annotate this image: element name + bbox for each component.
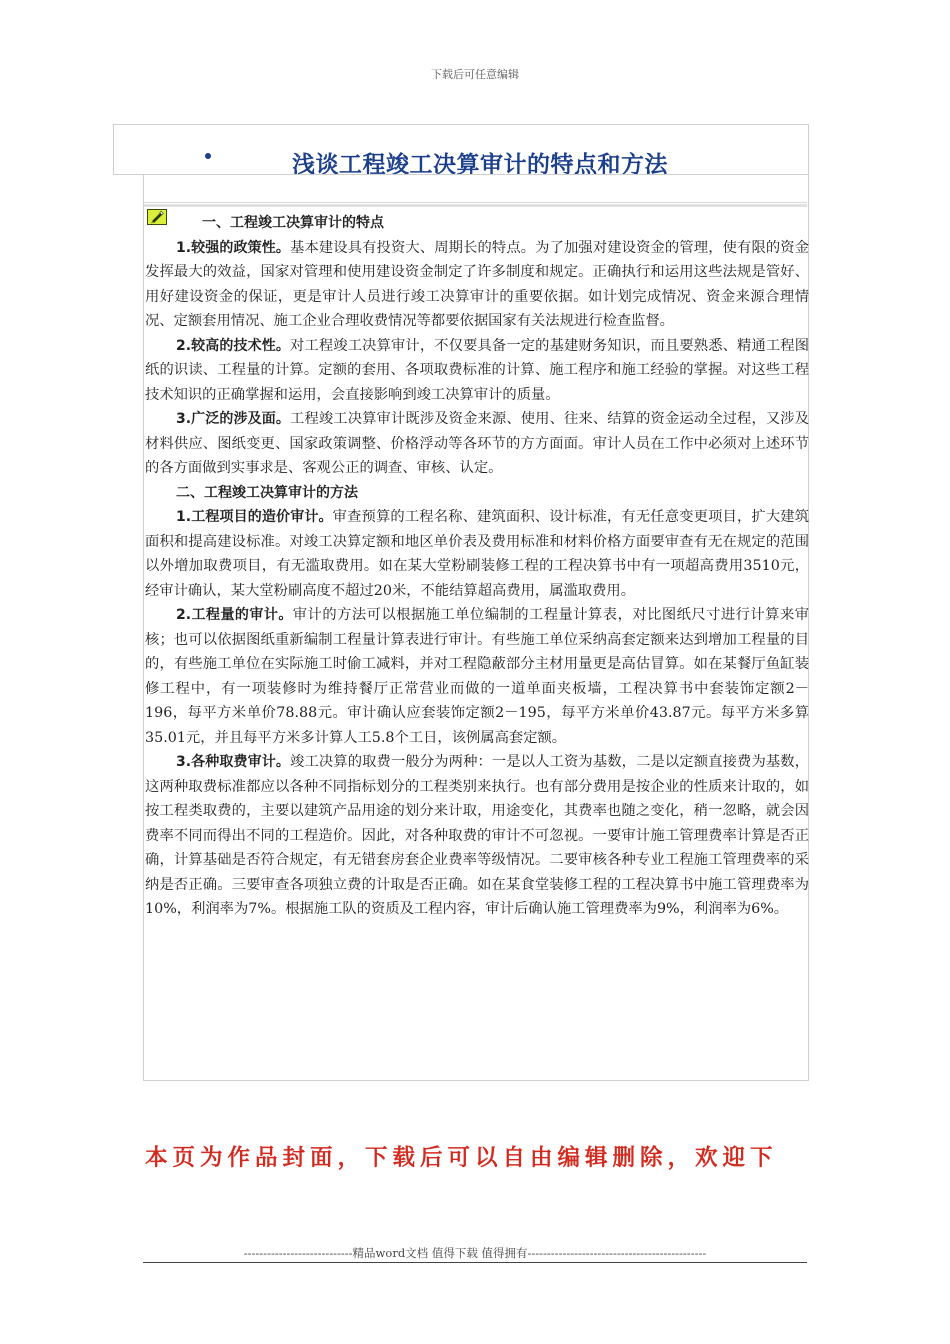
frame-rule <box>144 202 807 203</box>
footer-text: ----------------------------精品word文档 值得下载 值得拥有---------------------------------------------- <box>243 1246 707 1260</box>
paragraph <box>145 505 809 603</box>
paragraph-text: 竣工决算的取费一般分为两种：一是以人工资为基数，二是以定额直接费为基数，这两种取费标准都应以各种不同指标划分的工程类别来执行。也有部分费用是按企业的性质来计取的，如按工程类取费的，主要以建筑产品用途的划分来计取，用途变化，其费率也随之变化，稍一忽略，就会因费率不同而得出不同的工程造价。因此，对各种取费的审计不可忽视。一要审计施工管理费率计算是否正确，计算基础是否符合规定，有无错套房套企业费率等级情况。二要审核各种专业工程施工管理费率的采纳是否正确。三要审查各项独立费的计取是否正确。如在某食堂装修工程的工程决算书中施工管理费率为10%，利润率为7%。根据施工队的资质及工程内容，审计后确认施工管理费率为9%，利润率为6%。 <box>145 754 810 917</box>
paragraph-text: 对工程竣工决算审计，不仅要具备一定的基建财务知识，而且要熟悉、精通工程图纸的识读、工程量的计算。定额的套用、各项取费标准的计算、施工程序和施工经验的掌握。对这些工程技术知识的正确掌握和运用，会直接影响到竣工决算审计的质量。 <box>145 337 810 403</box>
article-title: 浅谈工程竣工决算审计的特点和方法 <box>292 152 668 178</box>
footer-rule <box>143 1262 807 1263</box>
paragraph <box>145 236 809 334</box>
paragraph-text: 工程竣工决算审计既涉及资金来源、使用、往来、结算的资金运动全过程，又涉及材料供应、图纸变更、国家政策调整、价格浮动等各环节的方方面面。审计人员在工作中必须对上述环节的各方面做到实事求是、客观公正的调查、审核、认定。 <box>145 411 810 476</box>
paragraph-text: 审计的方法可以根据施工单位编制的工程量计算表，对比图纸尺寸进行计算来审核；也可以依据图纸重新编制工程量计算表进行审计。有些施工单位采纳高套定额来达到增加工程量的目的，有些施工单位在实际施工时偷工减料，并对工程隐蔽部分主材用量更是高估冒算。如在某餐厅鱼缸装修工程中，有一项装修时为维持餐厅正常营业而做的一道单面夹板墙，工程决算书中套装饰定额2－196，每平方米单价78.88元。审计确认应套装饰定额2－195，每平方米单价43.87元。每平方米多算35.01元，并且每平方米多计算人工5.8个工日，该例属高套定额。 <box>145 607 810 746</box>
paragraph-lead: 3.广泛的涉及面。 <box>176 411 291 427</box>
paragraph-lead: 2.工程量的审计。 <box>176 607 293 623</box>
section-heading: 一、工程竣工决算审计的特点 <box>202 215 384 231</box>
section-heading: 二、工程竣工决算审计的方法 <box>176 484 358 501</box>
paragraph <box>145 603 809 750</box>
bullet-dot <box>205 153 211 159</box>
header-note: 下载后可任意编辑 <box>431 68 519 81</box>
frame-divider <box>113 174 143 175</box>
article-body <box>145 211 809 922</box>
paragraph <box>145 407 809 481</box>
paragraph-lead: 2.较高的技术性。 <box>176 337 291 354</box>
paragraph-lead: 1.较强的政策性。 <box>176 239 291 256</box>
paragraph <box>145 750 809 922</box>
paragraph-lead: 3.各种取费审计。 <box>176 754 291 770</box>
promo-banner: 本页为作品封面，下载后可以自由编辑删除，欢迎下 <box>145 1145 778 1171</box>
paragraph-lead: 1.工程项目的造价审计。 <box>176 509 333 525</box>
paragraph <box>145 334 809 408</box>
paragraph-text: 审查预算的工程名称、建筑面积、设计标准，有无任意变更项目，扩大建筑面积和提高建设标准。对竣工决算定额和地区单价表及费用标准和材料价格方面要审查有无在规定的范围以外增加取费项目，有无滥取费用。如在某大堂粉刷装修工程的工程决算书中有一项超高费用3510元，经审计确认，某大堂粉刷高度不超过20米，不能结算超高费用，属滥取费用。 <box>145 509 810 599</box>
frame-rule-shade <box>144 204 807 207</box>
paragraph-text: 基本建设具有投资大、周期长的特点。为了加强对建设资金的管理，使有限的资金发挥最大的效益，国家对管理和使用建设资金制定了许多制度和规定。正确执行和运用这些法规是管好、用好建设资金的保证，更是审计人员进行竣工决算审计的重要依据。如计划完成情况、资金来源合理情况、定额套用情况、施工企业合理收费情况等都要依据国家有关法规进行检查监督。 <box>145 239 810 329</box>
